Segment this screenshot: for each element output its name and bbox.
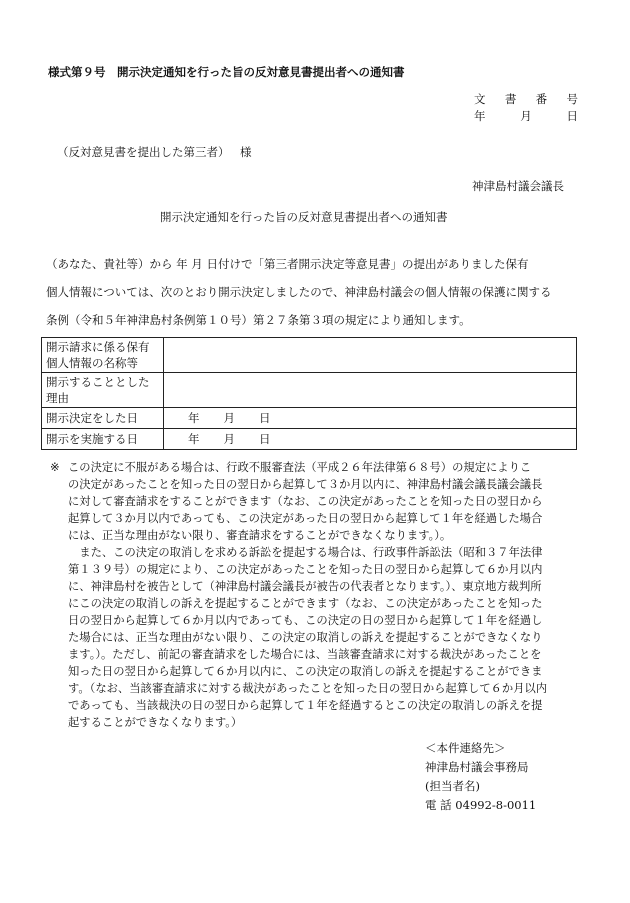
- sender: 神津島村議会議長: [472, 179, 564, 193]
- addressee: （反対意見書を提出した第三者）: [57, 145, 230, 159]
- body-line: 個人情報については、次のとおり開示決定しましたので、神津島村議会の個人情報の保護に関する: [46, 285, 552, 299]
- table-row: [42, 338, 577, 373]
- month-label: 月: [223, 432, 235, 446]
- day-label: 日: [259, 432, 271, 446]
- month-label: 月: [223, 411, 235, 425]
- note-line: に対して審査請求をすることができます（なお、この決定があったことを知った日の翌日から: [68, 495, 543, 508]
- body-text: [46, 250, 586, 334]
- table-row: [42, 373, 577, 408]
- row-label: 開示を実施する日: [42, 429, 164, 450]
- row-label: 開示請求に係る保有個人情報の名称等: [42, 338, 164, 373]
- table-row: [42, 408, 577, 429]
- note-line: の決定があったことを知った日の翌日から起算して３か月以内に、神津島村議会議長議会議長: [68, 478, 543, 491]
- row-value: [164, 338, 577, 373]
- day-label: 日: [259, 411, 271, 425]
- row-date: [164, 429, 577, 450]
- row-label: 開示決定をした日: [42, 408, 164, 429]
- note-mark: ※: [50, 461, 60, 474]
- row-value: [164, 373, 577, 408]
- contact-person: (担当者名): [425, 779, 480, 793]
- contact-phone: 電 話 04992-8-0011: [425, 798, 537, 812]
- subject-title: 開示決定通知を行った旨の反対意見書提出者への通知書: [160, 210, 448, 224]
- note-line: に、神津島村を被告として（神津島村議会議長が被告の代表者となります。）、東京地方裁判所: [68, 580, 542, 593]
- year-label: 年: [188, 411, 200, 425]
- note-line: 起することができなくなります。）: [68, 716, 243, 729]
- note-line: 知った日の翌日から起算して６か月以内に、この決定の取消しの訴えを提起することができま: [68, 665, 543, 678]
- note-line: す。（なお、当該審査請求に対する裁決があったことを知った日の翌日から起算して６か月以内: [68, 682, 548, 695]
- note-line: には、正当な理由がない限り、審査請求をすることができなくなります。）。: [68, 529, 452, 542]
- document-number-label: 文書番号: [474, 92, 578, 106]
- note-line: であっても、当該裁決の日の翌日から起算して１年を経過するとこの決定の取消しの訴えを提: [68, 699, 543, 712]
- year-label: 年: [188, 432, 200, 446]
- note-line: 日の翌日から起算して６か月以内であっても、この決定の日の翌日から起算して１年を経過し: [68, 614, 543, 627]
- table-row: [42, 429, 577, 450]
- body-line: 条例（令和５年神津島村条例第１０号）第２７条第３項の規定により通知します。: [46, 313, 471, 327]
- note-line: た場合には、正当な理由がない限り、この決定の取消しの訴えを提起することができなくなり: [68, 631, 543, 644]
- appeal-note: [50, 459, 590, 731]
- body-line: （あなた、貴社等）から 年 月 日付けで「第三者開示決定等意見書」の提出がありました保有: [46, 257, 529, 271]
- row-label: 開示することとした理由: [42, 373, 164, 408]
- contact-heading: ＜本件連絡先＞: [425, 741, 506, 755]
- decision-table: [41, 337, 577, 450]
- note-line: ます。）。ただし、前記の審査請求をした場合には、当該審査請求に対する裁決があったことを: [68, 648, 542, 661]
- note-line: ※ この決定に不服がある場合は、行政不服審査法（平成２６年法律第６８号）の規定によりこ: [50, 461, 532, 474]
- note-line: また、この決定の取消しを求める訴訟を提起する場合は、行政事件訴訟法（昭和３７年法律: [68, 546, 543, 559]
- note-line: 起算して３か月以内であっても、この決定があった日の翌日から起算して１年を経過した場合: [68, 512, 543, 525]
- row-date: [164, 408, 577, 429]
- form-title: 様式第９号 開示決定通知を行った旨の反対意見書提出者への通知書: [48, 65, 405, 79]
- note-line: にこの決定の取消しの訴えを提起することができます（なお、この決定があったことを知った: [68, 597, 543, 610]
- date-label: 年月日: [474, 109, 578, 123]
- contact-office: 神津島村議会事務局: [425, 760, 529, 774]
- note-line: 第１３９号）の規定により、この決定があったことを知った日の翌日から起算して６か月以内: [68, 563, 543, 576]
- contact-block: [425, 739, 536, 815]
- honorific: 様: [240, 145, 252, 159]
